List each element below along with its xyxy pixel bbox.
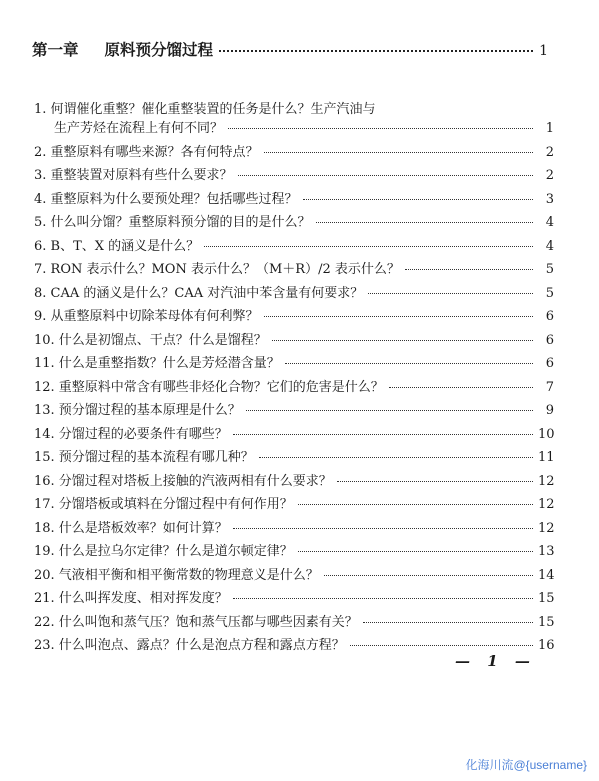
toc-entry-page: 5 bbox=[545, 285, 554, 301]
toc-entry-text: 12. 重整原料中常含有哪些非烃化合物？它们的危害是什么？ bbox=[34, 379, 384, 395]
toc-entry-text: 22. 什么叫饱和蒸气压？饱和蒸气压都与哪些因素有关？ bbox=[34, 614, 358, 630]
toc-entry bbox=[34, 540, 554, 564]
toc-entry bbox=[34, 352, 554, 376]
dot-leader bbox=[264, 151, 533, 153]
toc-entry bbox=[34, 305, 554, 329]
toc-entry-page: 12 bbox=[538, 473, 555, 489]
toc-entry-text: 4. 重整原料为什么要预处理？包括哪些过程？ bbox=[34, 191, 298, 207]
toc-entry-page: 5 bbox=[545, 262, 554, 277]
toc-entry-text: 20. 气液相平衡和相平衡常数的物理意义是什么？ bbox=[34, 567, 319, 583]
toc-entry-page: 2 bbox=[545, 168, 554, 183]
toc-entry bbox=[34, 564, 554, 588]
chapter-heading bbox=[32, 38, 548, 60]
toc-entry-page: 15 bbox=[538, 591, 555, 606]
toc-entry-page: 1 bbox=[545, 121, 554, 136]
toc-entry-text: 21. 什么叫挥发度、相对挥发度？ bbox=[34, 591, 228, 606]
toc-entry-page: 3 bbox=[545, 191, 554, 207]
toc-entry-page: 12 bbox=[538, 520, 555, 536]
toc-entry-page: 12 bbox=[538, 497, 555, 512]
toc-entry-text: 生产芳烃在流程上有何不同？ bbox=[54, 121, 224, 136]
toc-entry-text: 8. CAA 的涵义是什么？CAA 对汽油中苯含量有何要求？ bbox=[34, 285, 364, 301]
chapter-number: 第一章 bbox=[32, 40, 79, 59]
toc-entry bbox=[34, 446, 554, 470]
dot-leader bbox=[219, 48, 533, 52]
dot-leader bbox=[233, 597, 533, 599]
toc-entry-page: 6 bbox=[545, 309, 554, 324]
toc-entry-text: 3. 重整装置对原料有些什么要求？ bbox=[34, 168, 233, 183]
toc-entry bbox=[34, 423, 554, 447]
dot-leader bbox=[238, 174, 533, 176]
dot-leader bbox=[228, 127, 533, 129]
toc-entry-text: 13. 预分馏过程的基本原理是什么？ bbox=[34, 403, 241, 418]
toc-entry bbox=[34, 282, 554, 306]
toc-entry bbox=[34, 517, 554, 541]
dot-leader bbox=[233, 433, 533, 435]
dot-leader bbox=[285, 362, 533, 364]
toc-entry bbox=[34, 117, 554, 141]
toc-entry-page: 11 bbox=[538, 450, 555, 465]
table-of-contents bbox=[34, 98, 554, 658]
toc-entry-page: 4 bbox=[545, 215, 554, 230]
toc-entry-text: 23. 什么叫泡点、露点？什么是泡点方程和露点方程？ bbox=[34, 638, 345, 653]
dot-leader bbox=[259, 456, 533, 458]
dot-leader bbox=[204, 245, 533, 247]
toc-entry-page: 4 bbox=[545, 238, 554, 254]
toc-entry-page: 16 bbox=[538, 638, 555, 653]
toc-entry bbox=[34, 98, 554, 117]
toc-entry-text: 15. 预分馏过程的基本流程有哪几种？ bbox=[34, 450, 254, 465]
toc-entry-text: 5. 什么叫分馏？重整原料预分馏的目的是什么？ bbox=[34, 215, 311, 230]
dot-leader bbox=[272, 339, 533, 341]
toc-entry bbox=[34, 611, 554, 635]
dot-leader bbox=[368, 292, 533, 294]
toc-entry-page: 7 bbox=[545, 379, 554, 395]
dot-leader bbox=[337, 480, 533, 482]
dot-leader bbox=[233, 527, 533, 529]
toc-entry bbox=[34, 258, 554, 282]
toc-entry bbox=[34, 211, 554, 235]
dot-leader bbox=[246, 409, 533, 411]
toc-entry-page: 10 bbox=[538, 426, 555, 442]
toc-entry-page: 2 bbox=[545, 144, 554, 160]
toc-entry-text: 7. RON 表示什么？MON 表示什么？（M＋R）/2 表示什么？ bbox=[34, 262, 400, 277]
toc-entry-page: 15 bbox=[538, 614, 555, 630]
toc-entry bbox=[34, 141, 554, 165]
toc-entry-text: 17. 分馏塔板或填料在分馏过程中有何作用？ bbox=[34, 497, 293, 512]
toc-entry bbox=[34, 329, 554, 353]
dot-leader bbox=[389, 386, 533, 388]
watermark-text: 化海川流@{username} bbox=[465, 758, 587, 772]
page-folio: — 1 — bbox=[455, 652, 536, 670]
toc-entry-text: 6. B、T、X 的涵义是什么？ bbox=[34, 238, 200, 254]
toc-entry-page: 14 bbox=[538, 567, 555, 583]
toc-entry-page: 6 bbox=[545, 332, 554, 348]
toc-entry bbox=[34, 587, 554, 611]
toc-entry bbox=[34, 164, 554, 188]
dot-leader bbox=[363, 621, 533, 623]
chapter-title: 原料预分馏过程 bbox=[104, 40, 214, 59]
toc-entry-text: 1. 何谓催化重整？催化重整装置的任务是什么？生产汽油与 bbox=[34, 102, 376, 117]
dot-leader bbox=[405, 268, 533, 270]
dot-leader bbox=[298, 503, 533, 505]
toc-entry-text: 11. 什么是重整指数？什么是芳烃潜含量？ bbox=[34, 356, 280, 371]
toc-entry bbox=[34, 399, 554, 423]
dot-leader bbox=[324, 574, 533, 576]
toc-entry-text: 9. 从重整原料中切除苯母体有何利弊？ bbox=[34, 309, 259, 324]
toc-entry bbox=[34, 235, 554, 259]
toc-entry-page: 9 bbox=[545, 403, 554, 418]
toc-entry-text: 10. 什么是初馏点、干点？什么是馏程？ bbox=[34, 332, 267, 348]
dot-leader bbox=[264, 315, 533, 317]
toc-entry-text: 14. 分馏过程的必要条件有哪些？ bbox=[34, 426, 228, 442]
toc-entry-text: 16. 分馏过程对塔板上接触的汽液两相有什么要求？ bbox=[34, 473, 332, 489]
toc-entry-page: 13 bbox=[538, 544, 555, 559]
toc-entry bbox=[34, 376, 554, 400]
toc-entry-text: 2. 重整原料有哪些来源？各有何特点？ bbox=[34, 144, 259, 160]
toc-entry-page: 6 bbox=[545, 356, 554, 371]
dot-leader bbox=[316, 221, 533, 223]
toc-entry bbox=[34, 188, 554, 212]
toc-entry bbox=[34, 470, 554, 494]
toc-entry bbox=[34, 493, 554, 517]
dot-leader bbox=[303, 198, 533, 200]
chapter-page-number: 1 bbox=[539, 43, 548, 59]
dot-leader bbox=[298, 550, 533, 552]
dot-leader bbox=[350, 644, 533, 646]
toc-entry-text: 18. 什么是塔板效率？如何计算？ bbox=[34, 520, 228, 536]
toc-entry-text: 19. 什么是拉乌尔定律？什么是道尔顿定律？ bbox=[34, 544, 293, 559]
